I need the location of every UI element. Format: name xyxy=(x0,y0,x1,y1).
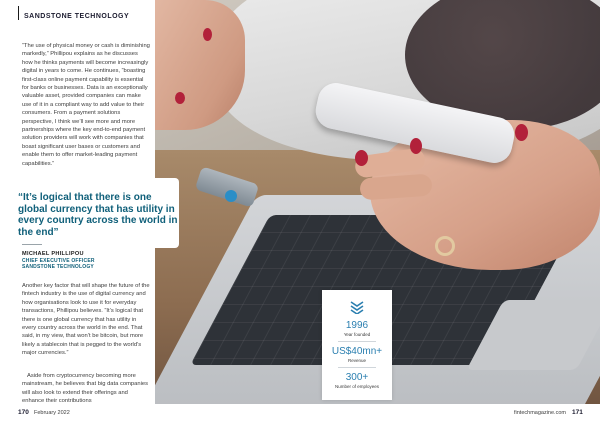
usb-light xyxy=(225,190,237,202)
body-paragraph: “The use of physical money or cash is diminishing markedly,” Phillipou explains as he discusses how he thinks payments will become increasingly digital in years to come. He continues, “boasting first-class online payment capability is essential for banks or businesses. Data is an exceptionally valuable asset, provided companies can make use of it in a compliant way to add value to their consumers. From a payment solutions perspective, I think we’ll see more and more partnerships where the key end-to-end payment solution providers will work with companies that boast significant user bases or customers and enable them to offer market-leading payment capabilities.” xyxy=(22,43,150,167)
company-stats-card xyxy=(322,290,392,400)
nail xyxy=(175,92,185,104)
speaker-name: MICHAEL PHILLIPOU xyxy=(22,251,84,257)
header-rule xyxy=(18,6,19,20)
nail xyxy=(410,138,422,154)
ring xyxy=(435,236,455,256)
stat-label-revenue: Revenue xyxy=(347,358,366,363)
page-number-left: 170 xyxy=(18,409,29,416)
sandstone-logo-icon xyxy=(349,298,365,314)
nail xyxy=(515,124,528,141)
website-link[interactable]: fintechmagazine.com xyxy=(514,409,566,416)
divider xyxy=(338,341,376,342)
body-paragraph: Another key factor that will shape the future of the fintech industry is the use of digital currency and how organisations look to use it for everyday transactions, Phillipou believes. “It’s logical that there is one global currency that has utility in every country across the world in the end. That said, in my view, that won’t be bitcoin, but more likely a stablecoin that is pegged to the world’s major currencies.” xyxy=(22,283,150,357)
divider xyxy=(338,367,376,368)
stat-label-founded: Year founded xyxy=(343,332,371,337)
page-number-right: 171 xyxy=(572,409,583,416)
issue-date: February 2022 xyxy=(34,409,70,416)
stat-value-employees: 300+ xyxy=(345,372,369,383)
pull-quote: “It’s logical that there is one global currency that has utility in every country across the world in the end” xyxy=(18,192,178,238)
body-paragraph: Aside from cryptocurrency becoming more mainstream, he believes that big data companies will also look to extend their offerings and enhance their contributions xyxy=(22,373,148,405)
divider xyxy=(22,244,42,245)
speaker-title: CHIEF EXECUTIVE OFFICER xyxy=(22,258,95,264)
page-footer xyxy=(0,404,600,424)
nail xyxy=(203,28,212,41)
section-header: SANDSTONE TECHNOLOGY xyxy=(24,13,130,20)
stat-value-founded: 1996 xyxy=(345,320,369,331)
speaker-company: SANDSTONE TECHNOLOGY xyxy=(22,264,94,270)
stat-value-revenue: US$40mn+ xyxy=(331,346,383,357)
nail xyxy=(355,150,368,166)
stat-label-employees: Number of employees xyxy=(334,384,380,389)
